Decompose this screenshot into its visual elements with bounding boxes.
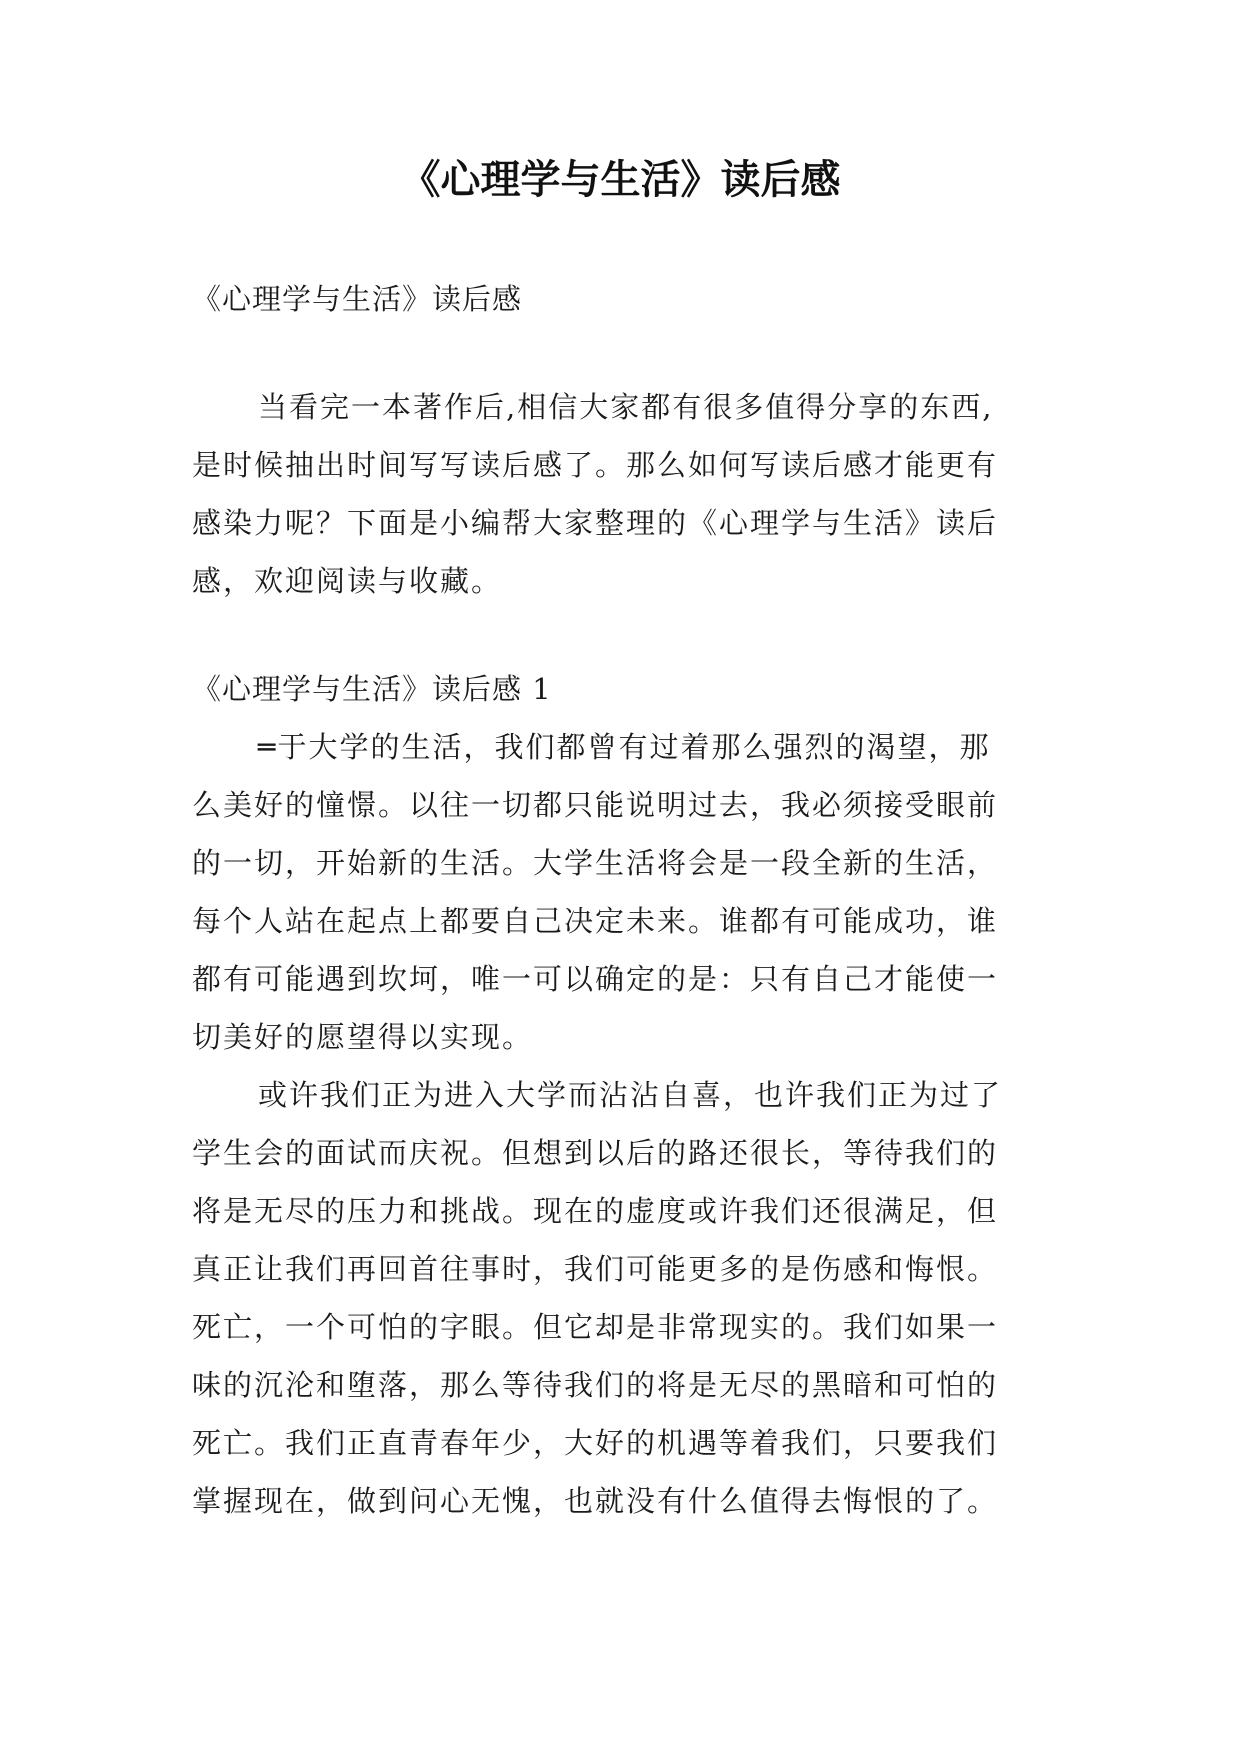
document-title: 《心理学与生活》读后感 (400, 157, 841, 203)
text-line: 真正让我们再回首往事时，我们可能更多的是伤感和悔恨。 (192, 1252, 999, 1286)
text-line: 或许我们正为进入大学而沾沾自喜，也许我们正为过了 (258, 1078, 1003, 1112)
text-line: 的一切，开始新的生活。大学生活将会是一段全新的生活， (192, 846, 999, 880)
document-body (192, 270, 1068, 1530)
intro-paragraph (192, 378, 1068, 610)
text-line: 学生会的面试而庆祝。但想到以后的路还很长，等待我们的 (192, 1136, 999, 1170)
section-heading: 《心理学与生活》读后感 1 (192, 672, 552, 706)
text-line: 当看完一本著作后,相信大家都有很多值得分享的东西, (258, 390, 994, 424)
body-paragraph-2 (192, 1066, 1068, 1530)
text-line: 感染力呢？下面是小编帮大家整理的《心理学与生活》读后 (192, 506, 999, 540)
text-line: 掌握现在，做到问心无愧，也就没有什么值得去悔恨的了。 (192, 1484, 999, 1518)
text-line: ═于大学的生活，我们都曾有过着那么强烈的渴望，那 (258, 730, 991, 764)
text-line: 每个人站在起点上都要自己决定未来。谁都有可能成功，谁 (192, 904, 999, 938)
text-line: 切美好的愿望得以实现。 (192, 1020, 534, 1054)
text-line: 都有可能遇到坎坷，唯一可以确定的是：只有自己才能使一 (192, 962, 999, 996)
body-paragraph-1 (192, 718, 1068, 1066)
text-line: 将是无尽的压力和挑战。现在的虚度或许我们还很满足，但 (192, 1194, 999, 1228)
text-line: 死亡。我们正直青春年少，大好的机遇等着我们，只要我们 (192, 1426, 999, 1460)
text-line: 味的沉沦和堕落，那么等待我们的将是无尽的黑暗和可怕的 (192, 1368, 999, 1402)
text-line: 是时候抽出时间写写读后感了。那么如何写读后感才能更有 (192, 448, 999, 482)
text-line: 死亡，一个可怕的字眼。但它却是非常现实的。我们如果一 (192, 1310, 999, 1344)
text-line: 么美好的憧憬。以往一切都只能说明过去，我必须接受眼前 (192, 788, 999, 822)
text-line: 感，欢迎阅读与收藏。 (192, 564, 503, 598)
document-subtitle: 《心理学与生活》读后感 (192, 282, 523, 316)
